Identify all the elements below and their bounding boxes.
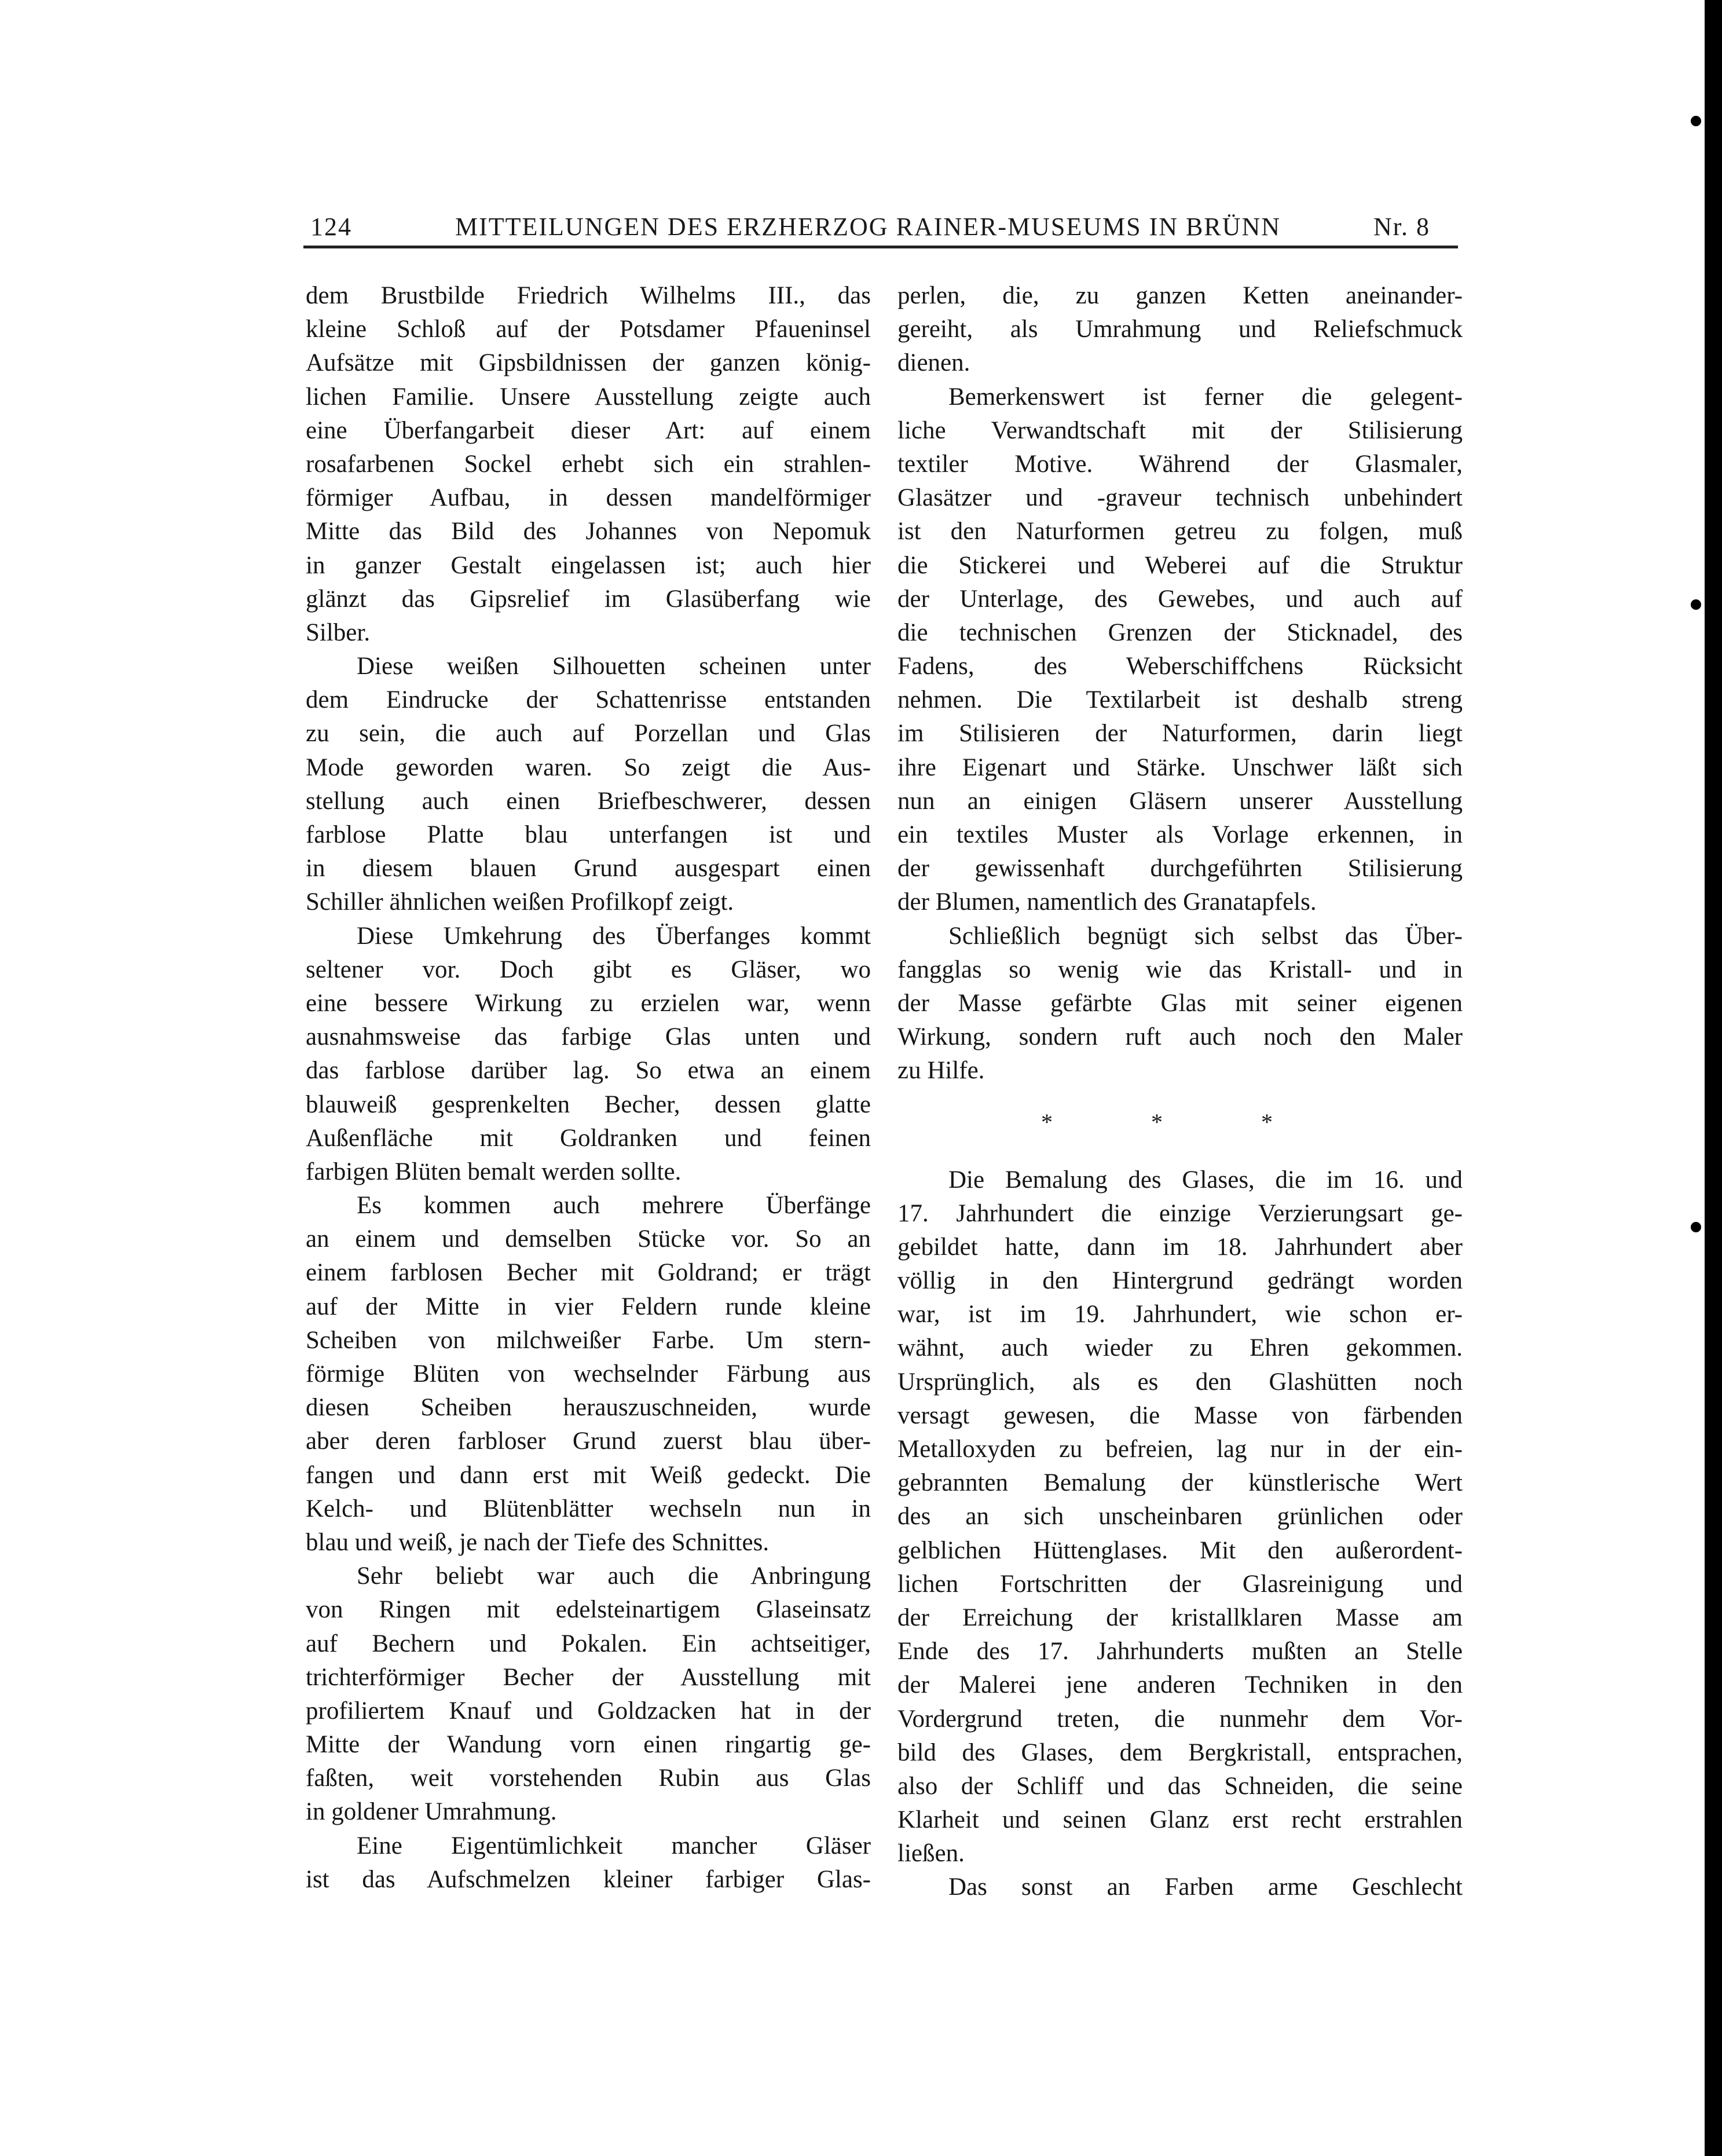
- text-line: Bemerkenswert ist ferner die gelegent-: [948, 383, 1463, 411]
- text-line: farblose Platte blau unterfangen ist und: [306, 821, 871, 848]
- scan-edge-mark: [1691, 1222, 1701, 1232]
- text-line: an einem und demselben Stücke vor. So an: [306, 1225, 871, 1253]
- text-line: eine bessere Wirkung zu erzielen war, wenn: [306, 989, 871, 1017]
- text-line: blauweiß gesprenkelten Becher, dessen glatte: [306, 1090, 871, 1118]
- text-line: in ganzer Gestalt eingelassen ist; auch hier: [306, 551, 871, 579]
- text-line: trichterförmiger Becher der Ausstellung mit: [306, 1663, 871, 1691]
- text-line: der Unterlage, des Gewebes, und auch auf: [897, 585, 1463, 613]
- text-line: der gewissenhaft durchgeführten Stilisierung: [897, 855, 1463, 883]
- text-line: Aufsätze mit Gipsbildnissen der ganzen könig-: [306, 349, 871, 377]
- text-line: der Masse gefärbte Glas mit seiner eigenen: [897, 989, 1463, 1017]
- text-line: dem Brustbilde Friedrich Wilhelms III., das: [306, 282, 871, 309]
- text-line: Ende des 17. Jahrhunderts mußten an Stelle: [897, 1638, 1463, 1665]
- text-line: gereiht, als Umrahmung und Reliefschmuck: [897, 316, 1463, 343]
- text-line: liche Verwandtschaft mit der Stilisierung: [897, 416, 1463, 444]
- text-line: des an sich unscheinbaren grünlichen oder: [897, 1503, 1463, 1531]
- text-line: von Ringen mit edelsteinartigem Glaseinsatz: [306, 1596, 871, 1624]
- text-line: Silber.: [306, 618, 371, 646]
- text-line: blau und weiß, je nach der Tiefe des Schnittes.: [306, 1528, 770, 1556]
- text-line: zu sein, die auch auf Porzellan und Glas: [306, 720, 871, 748]
- text-line: das farblose darüber lag. So etwa an einem: [306, 1057, 871, 1085]
- text-line: einem farblosen Becher mit Goldrand; er trägt: [306, 1259, 871, 1287]
- text-line: Mode geworden waren. So zeigt die Aus-: [306, 753, 871, 781]
- text-line: Vordergrund treten, die nunmehr dem Vor-: [897, 1705, 1463, 1733]
- text-line: dienen.: [897, 349, 970, 377]
- text-line: diesen Scheiben herauszuschneiden, wurde: [306, 1394, 871, 1422]
- right-column: [897, 279, 1463, 1905]
- text-line: dem Eindrucke der Schattenrisse entstanden: [306, 686, 871, 714]
- text-line: lichen Familie. Unsere Ausstellung zeigte auch: [306, 383, 871, 411]
- text-line: Kelch- und Blütenblätter wechseln nun in: [306, 1495, 871, 1522]
- text-line: völlig in den Hintergrund gedrängt worden: [897, 1267, 1463, 1295]
- text-line: perlen, die, zu ganzen Ketten aneinander-: [897, 282, 1463, 309]
- text-line: glänzt das Gipsrelief im Glasüberfang wie: [306, 585, 871, 613]
- text-line: fangglas so wenig wie das Kristall- und in: [897, 956, 1463, 983]
- text-line: im Stilisieren der Naturformen, darin liegt: [897, 720, 1463, 748]
- text-line: nehmen. Die Textilarbeit ist deshalb streng: [897, 686, 1463, 714]
- text-line: seltener vor. Doch gibt es Gläser, wo: [306, 956, 871, 983]
- text-line: förmige Blüten von wechselnder Färbung aus: [306, 1360, 871, 1388]
- text-line: Es kommen auch mehrere Überfänge: [357, 1192, 871, 1220]
- text-line: Außenfläche mit Goldranken und feinen: [306, 1124, 871, 1152]
- journal-title: MITTEILUNGEN DES ERZHERZOG RAINER-MUSEUMS IN BRÜNN: [455, 213, 1281, 241]
- text-line: Diese weißen Silhouetten scheinen unter: [357, 653, 871, 680]
- text-line: fangen und dann erst mit Weiß gedeckt. Die: [306, 1461, 871, 1489]
- running-header: [307, 210, 1458, 244]
- text-line: Mitte der Wandung vorn einen ringartig ge-: [306, 1731, 871, 1759]
- text-line: Sehr beliebt war auch die Anbringung: [357, 1562, 871, 1590]
- text-line: die technischen Grenzen der Sticknadel, des: [897, 618, 1463, 646]
- header-rule: [303, 246, 1458, 248]
- text-line: Eine Eigentümlichkeit mancher Gläser: [357, 1832, 871, 1859]
- text-line: Glasätzer und -graveur technisch unbehindert: [897, 484, 1463, 512]
- text-line: auf Bechern und Pokalen. Ein achtseitiger,: [306, 1630, 871, 1657]
- text-line: lichen Fortschritten der Glasreinigung und: [897, 1570, 1463, 1598]
- text-line: gebildet hatte, dann im 18. Jahrhundert aber: [897, 1233, 1463, 1261]
- text-line: rosafarbenen Sockel erhebt sich ein strahlen-: [306, 450, 871, 478]
- text-line: gebrannten Bemalung der künstlerische Wert: [897, 1469, 1463, 1497]
- text-line: ist den Naturformen getreu zu folgen, muß: [897, 518, 1463, 546]
- text-line: in goldener Umrahmung.: [306, 1798, 557, 1826]
- text-line: bild des Glases, dem Bergkristall, entsprachen,: [897, 1738, 1463, 1766]
- text-line: Wirkung, sondern ruft auch noch den Maler: [897, 1023, 1463, 1051]
- text-line: profiliertem Knauf und Goldzacken hat in der: [306, 1697, 871, 1725]
- section-separator: * * *: [1041, 1108, 1319, 1135]
- text-line: Schiller ähnlichen weißen Profilkopf zeigt.: [306, 888, 734, 916]
- text-line: zu Hilfe.: [897, 1057, 985, 1085]
- text-line: Die Bemalung des Glases, die im 16. und: [948, 1166, 1463, 1194]
- text-line: der Blumen, namentlich des Granatapfels.: [897, 888, 1317, 916]
- text-line: textiler Motive. Während der Glasmaler,: [897, 450, 1463, 478]
- text-line: war, ist im 19. Jahrhundert, wie schon er-: [897, 1301, 1463, 1328]
- text-line: Metalloxyden zu befreien, lag nur in der ein-: [897, 1436, 1463, 1463]
- text-line: also der Schliff und das Schneiden, die seine: [897, 1772, 1463, 1800]
- text-line: farbigen Blüten bemalt werden sollte.: [306, 1158, 682, 1185]
- text-line: in diesem blauen Grund ausgespart einen: [306, 855, 871, 883]
- scan-edge-mark: [1691, 599, 1701, 610]
- text-line: stellung auch einen Briefbeschwerer, dessen: [306, 787, 871, 815]
- text-line: ihre Eigenart und Stärke. Unschwer läßt sich: [897, 753, 1463, 781]
- text-line: ausnahmsweise das farbige Glas unten und: [306, 1023, 871, 1051]
- text-line: Fadens, des Weberschiffchens Rücksicht: [897, 653, 1463, 680]
- text-line: versagt gewesen, die Masse von färbenden: [897, 1401, 1463, 1429]
- text-line: Scheiben von milchweißer Farbe. Um stern-: [306, 1326, 871, 1354]
- text-line: auf der Mitte in vier Feldern runde kleine: [306, 1293, 871, 1320]
- text-line: nun an einigen Gläsern unserer Ausstellung: [897, 787, 1463, 815]
- text-line: Das sonst an Farben arme Geschlecht: [948, 1873, 1463, 1901]
- text-line: der Malerei jene anderen Techniken in den: [897, 1671, 1463, 1699]
- text-line: förmiger Aufbau, in dessen mandelförmiger: [306, 484, 871, 512]
- left-column: [306, 279, 871, 1897]
- scan-edge-mark: [1691, 116, 1701, 126]
- text-line: Schließlich begnügt sich selbst das Über-: [948, 922, 1463, 950]
- issue-number: Nr. 8: [1373, 213, 1430, 241]
- text-line: der Erreichung der kristallklaren Masse am: [897, 1604, 1463, 1631]
- text-line: gelblichen Hüttenglases. Mit den außerordent-: [897, 1536, 1463, 1564]
- text-line: ließen.: [897, 1840, 965, 1868]
- text-line: eine Überfangarbeit dieser Art: auf einem: [306, 416, 871, 444]
- text-line: 17. Jahrhundert die einzige Verzierungsart ge-: [897, 1199, 1463, 1227]
- text-line: die Stickerei und Weberei auf die Struktur: [897, 551, 1463, 579]
- text-line: aber deren farbloser Grund zuerst blau über-: [306, 1427, 871, 1455]
- text-line: ein textiles Muster als Vorlage erkennen, in: [897, 821, 1463, 848]
- page-number: 124: [310, 213, 352, 241]
- text-line: Mitte das Bild des Johannes von Nepomuk: [306, 518, 871, 546]
- text-line: ist das Aufschmelzen kleiner farbiger Glas-: [306, 1865, 871, 1893]
- text-line: wähnt, auch wieder zu Ehren gekommen.: [897, 1334, 1463, 1362]
- text-line: faßten, weit vorstehenden Rubin aus Glas: [306, 1765, 871, 1792]
- text-line: Diese Umkehrung des Überfanges kommt: [357, 922, 871, 950]
- text-line: Klarheit und seinen Glanz erst recht erstrahlen: [897, 1806, 1463, 1834]
- text-line: Ursprünglich, als es den Glashütten noch: [897, 1368, 1463, 1396]
- text-line: kleine Schloß auf der Potsdamer Pfaueninsel: [306, 316, 871, 343]
